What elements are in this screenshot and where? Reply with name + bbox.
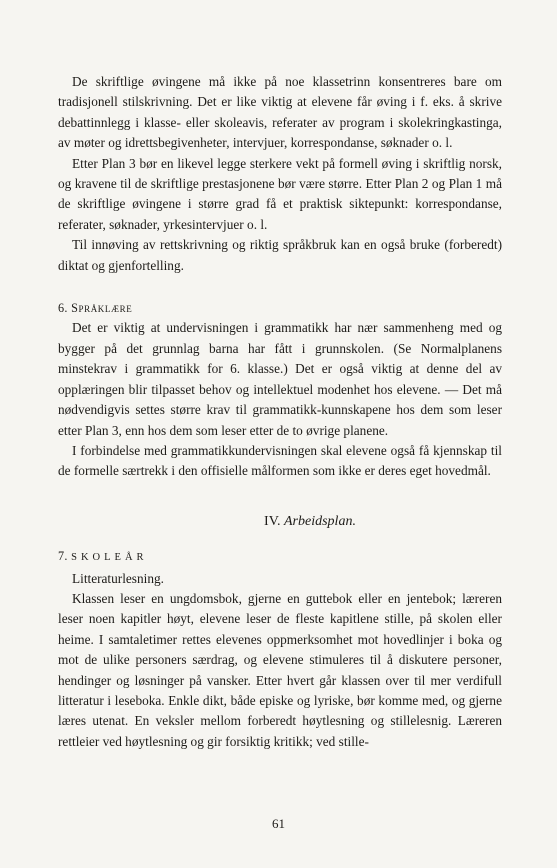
section-number: 6. (58, 301, 68, 316)
document-page (58, 72, 502, 752)
chapter-title: Arbeidsplan. (284, 513, 356, 529)
section-title: SKOLEÅR (71, 552, 148, 564)
paragraph: Klassen leser en ungdomsbok, gjerne en guttebok eller en jentebok; læreren leser noen kapitler høyt, elevene leser de fleste kapitlene stille, på skolen eller heime. I samtaletimer rettes elevenes oppmerksomhet mot hovedlinjer i boka og mot de ulike personers særdrag, og elevene stimuleres til å diskutere personer, hendinger og løsninger på vansker. Etter hvert går klassen over til mer verdifull litteratur i leseboka. Enkle dikt, både episke og lyriske, bør komme med, og gjerne læres utenat. En veksler mellom forberedt høytlesning og stillelesnig. Læreren rettleier ved høytlesning og gir forsiktig kritikk; ved stille- (58, 590, 502, 749)
paragraph: De skriftlige øvingene må ikke på noe klassetrinn konsentreres bare om tradisjonell stilskrivning. Det er like viktig at elevene får øving i f. eks. å skrive debattinnlegg i klasse- eller skoleavis, referater av program i skolekringkastinga, av møter og idrettsbegivenheter, intervjuer, korrespondanse, søknader o. l. (58, 74, 502, 151)
chapter-heading (58, 512, 502, 532)
paragraph: Etter Plan 3 bør en likevel legge sterkere vekt på formell øving i skriftlig norsk, og kravene til de skriftlige prestasjonene bør være større. Etter Plan 2 og Plan 1 må de skriftlige øvingene i større grad få et praktisk siktepunkt: korrespondanse, referater, søknader, yrkesintervjuer o. l. (58, 155, 502, 232)
paragraph: Til innøving av rettskrivning og riktig språkbruk kan en også bruke (forberedt) diktat og gjenfortelling. (58, 237, 502, 273)
section-number: 7. (58, 549, 68, 564)
subheading: Litteraturlesning. (72, 570, 164, 586)
section-heading-7 (58, 546, 502, 568)
section-title: Språklære (71, 301, 133, 316)
paragraph: Det er viktig at undervisningen i grammatikk har nær sammenheng med og bygger på det grunnlag barna har fått i grunnskolen. (Se Normalplanens minstekrav i grammatikk for 6. klasse.) Det er også viktig at denne del av opplæringen blir tilpasset behov og intellektuel modenhet hos elevene. — Det må nødvendigvis settes større krav til grammatikk-kunnskapene hos dem som leser etter Plan 3, enn hos dem som leser etter de to øvrige planene. (58, 320, 502, 438)
paragraph: I forbindelse med grammatikkundervisningen skal elevene også få kjennskap til de formelle særtrekk i den offisielle målformen som ikke er deres eget hovedmål. (58, 442, 502, 479)
page-number: 61 (272, 816, 285, 831)
chapter-numeral: IV. (264, 513, 281, 529)
section-heading-6 (58, 298, 502, 318)
